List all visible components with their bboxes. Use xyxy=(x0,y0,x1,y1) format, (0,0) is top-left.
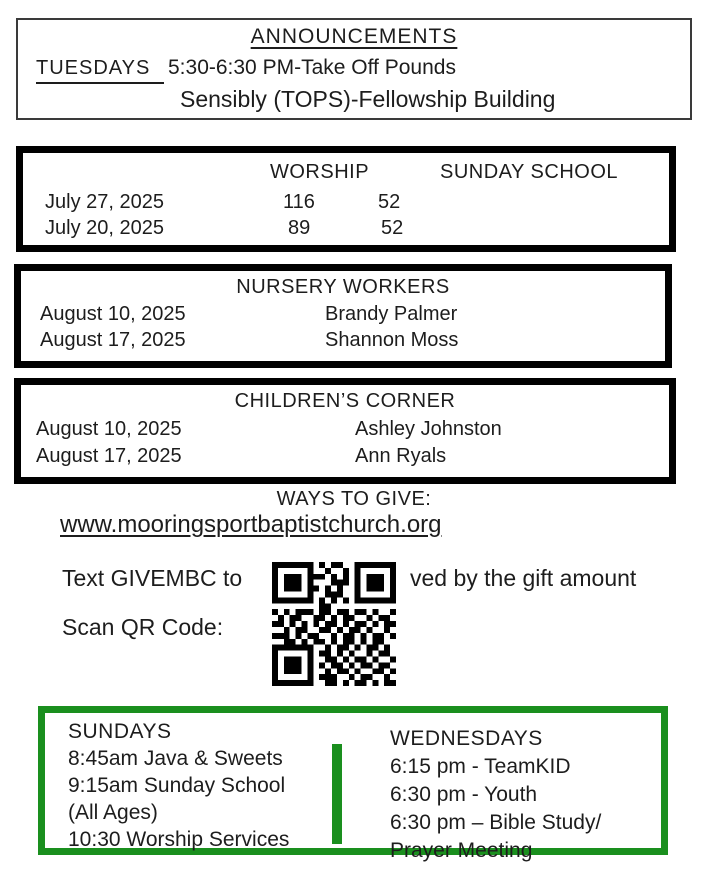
attendance-date: July 20, 2025 xyxy=(45,217,164,239)
sundays-column xyxy=(68,718,289,853)
sundays-item: 9:15am Sunday School xyxy=(68,774,286,797)
attendance-worship-count: 116 xyxy=(283,191,315,213)
scan-qr-label: Scan QR Code: xyxy=(62,614,224,640)
wednesdays-item: 6:30 pm - Youth xyxy=(390,783,538,806)
announcements-day-label: TUESDAYS xyxy=(36,57,164,84)
sundays-item: 8:45am Java & Sweets xyxy=(68,747,283,770)
nursery-workers-title: NURSERY WORKERS xyxy=(236,276,450,298)
give-text-before-qr: Text GIVEMBC to xyxy=(62,565,243,591)
nursery-name: Brandy Palmer xyxy=(325,303,458,325)
children-date: August 17, 2025 xyxy=(36,445,182,467)
attendance-header-sunday-school: SUNDAY SCHOOL xyxy=(440,161,619,183)
give-text-after-qr: ved by the gift amount xyxy=(410,565,637,591)
church-website-link[interactable]: www.mooringsportbaptistchurch.org xyxy=(60,511,442,538)
wednesdays-column xyxy=(390,725,601,865)
announcements-title: ANNOUNCEMENTS xyxy=(250,25,458,48)
wednesdays-item: 6:15 pm - TeamKID xyxy=(390,755,571,778)
nursery-workers-box xyxy=(14,264,672,368)
attendance-sunday-school-count: 52 xyxy=(378,191,401,213)
wednesdays-item: 6:30 pm – Bible Study/ xyxy=(390,811,602,834)
nursery-name: Shannon Moss xyxy=(325,329,459,351)
attendance-sunday-school-count: 52 xyxy=(381,217,404,239)
wednesdays-item: Prayer Meeting xyxy=(390,839,533,862)
announcements-line2: Sensibly (TOPS)-Fellowship Building xyxy=(180,86,556,112)
childrens-corner-title: CHILDREN’S CORNER xyxy=(234,390,456,412)
qr-code-icon xyxy=(272,562,396,686)
ways-to-give-title: WAYS TO GIVE: xyxy=(276,488,432,510)
attendance-date: July 27, 2025 xyxy=(45,191,164,213)
children-date: August 10, 2025 xyxy=(36,418,182,440)
sundays-item: 10:30 Worship Services xyxy=(68,828,290,851)
schedule-divider xyxy=(332,744,342,844)
attendance-header-worship: WORSHIP xyxy=(270,161,370,183)
announcements-line1: 5:30-6:30 PM-Take Off Pounds xyxy=(168,56,456,79)
children-name: Ashley Johnston xyxy=(355,418,502,440)
sundays-title: SUNDAYS xyxy=(68,720,172,743)
attendance-box xyxy=(16,146,676,252)
wednesdays-title: WEDNESDAYS xyxy=(390,727,543,750)
weekly-schedule-box xyxy=(38,706,668,862)
childrens-corner-box xyxy=(14,378,676,484)
sundays-item: (All Ages) xyxy=(68,801,158,824)
nursery-date: August 17, 2025 xyxy=(40,329,186,351)
nursery-date: August 10, 2025 xyxy=(40,303,186,325)
attendance-worship-count: 89 xyxy=(288,217,311,239)
announcements-box xyxy=(16,18,692,120)
children-name: Ann Ryals xyxy=(355,445,447,467)
